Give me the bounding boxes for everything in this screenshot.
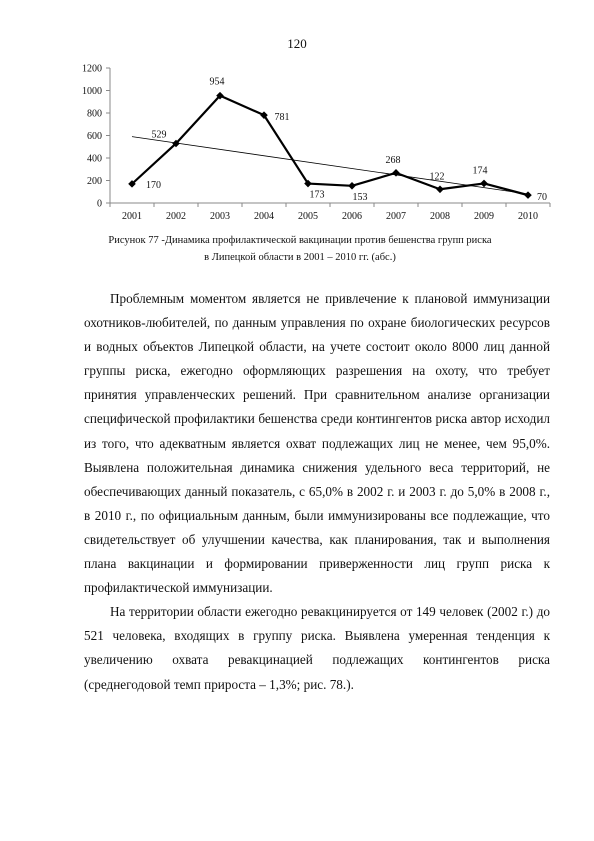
figure-caption-line2: в Липецкой области в 2001 – 2010 гг. (абс.)	[204, 252, 396, 263]
paragraph-2: На территории области ежегодно ревакцинируется от 149 человек (2002 г.) до 521 человека, входящих в группу риска. Выявлена умеренная тенденция к увеличению охвата ревакцинацией подлежащих контингентов риска (среднегодовой темп прироста – 1,3%; рис. 78.).	[84, 604, 550, 692]
x-tick-label: 2008	[430, 211, 450, 222]
x-tick-label: 2001	[122, 211, 142, 222]
x-tick-label: 2007	[386, 211, 406, 222]
x-tick-label: 2009	[474, 211, 494, 222]
paragraph-1: Проблемным моментом является не привлечение к плановой иммунизации охотников-любителей, по данным управления по охране биологических ресурсов и водных объектов Липецкой области, на учете состоит около 8000 лиц данной группы риска, ежегодно оформляющих разрешения на охоту, что требует принятия управленческих решений. При сравнительном анализе организации специфической профилактики бешенства среди контингентов риска автор исходил из того, что адекватным является охват подлежащих лиц не менее, чем 95,0%. Выявлена положительная динамика снижения удельного веса территорий, не обеспечивающих данный показатель, с 65,0% в 2002 г. и 2003 г. до 5,0% в 2008 г., в 2010 г., по официальным данным, были иммунизированы все подлежащие, что свидетельствует об улучшении качества, как планирования, так и выполнения плана вакцинации и формировании приверженности лиц групп риска к профилактической иммунизации.	[84, 291, 550, 596]
data-label: 529	[151, 129, 167, 141]
line-chart	[60, 58, 570, 230]
figure-caption-line1: Рисунок 77 -Динамика профилактической вакцинации против бешенства групп риска	[108, 235, 492, 246]
data-label: 153	[352, 191, 368, 203]
data-label: 954	[209, 76, 225, 88]
x-tick-label: 2004	[254, 211, 274, 222]
data-label: 170	[146, 179, 161, 191]
x-tick-label: 2005	[298, 211, 318, 222]
y-tick-label: 800	[87, 108, 102, 120]
data-point	[524, 191, 532, 199]
data-label: 122	[429, 171, 445, 183]
body-text	[84, 287, 550, 697]
y-tick-label: 0	[97, 198, 102, 210]
y-tick-label: 600	[87, 131, 102, 142]
data-label: 70	[537, 192, 547, 204]
data-label: 268	[385, 154, 401, 166]
x-tick-label: 2010	[518, 211, 538, 222]
page-number: 120	[287, 36, 307, 51]
x-tick-label: 2006	[342, 211, 362, 222]
y-tick-label: 1000	[82, 86, 102, 97]
y-tick-label: 200	[87, 176, 102, 187]
data-label: 174	[472, 165, 488, 177]
data-point	[480, 180, 488, 188]
data-label: 781	[274, 112, 290, 124]
y-tick-label: 1200	[82, 63, 102, 75]
x-tick-label: 2003	[210, 211, 230, 222]
data-point	[348, 182, 356, 190]
y-tick-label: 400	[87, 153, 102, 165]
data-point	[436, 185, 444, 193]
x-tick-label: 2002	[166, 211, 186, 222]
data-label: 173	[309, 189, 325, 201]
